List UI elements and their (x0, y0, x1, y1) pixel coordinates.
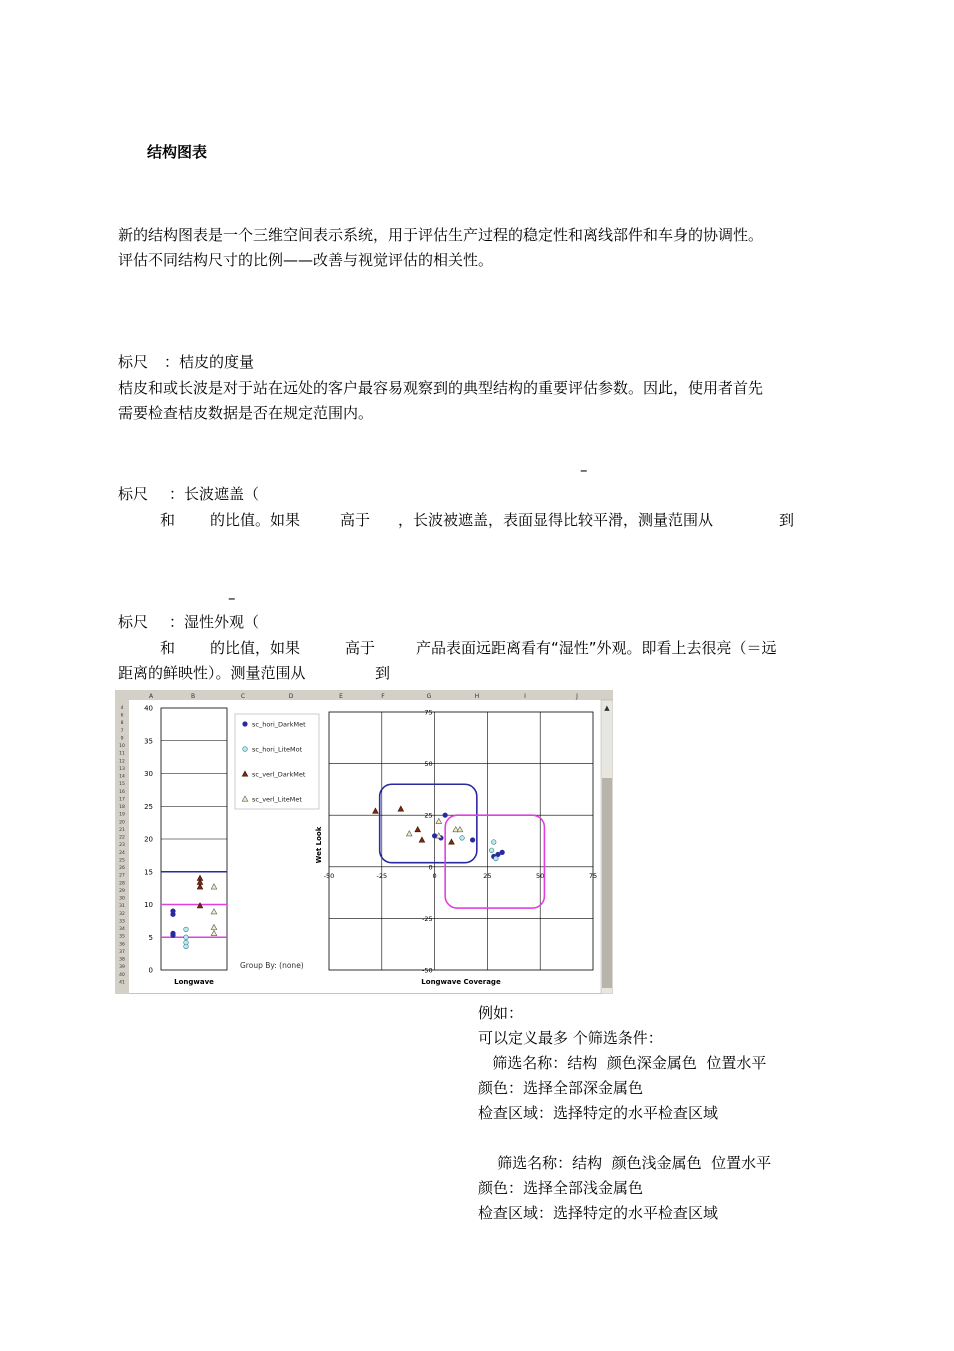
row-header-26: 26 (119, 866, 125, 872)
row-header-37: 37 (119, 949, 125, 955)
scale1-body-1: 桔皮和或长波是对于站在远处的客户最容易观察到的典型结构的重要评估参数。因此，使用者首先 (118, 379, 764, 397)
right-xtick-label: 50 (536, 871, 545, 880)
scroll-up-icon: ▲ (604, 704, 610, 712)
row-header-10: 10 (119, 744, 125, 750)
scale1-heading-b: ：桔皮的度量 (164, 353, 255, 371)
column-header-E: E (339, 693, 343, 700)
legend-marker (243, 722, 248, 727)
scale2-part-4: ，长波被遮盖，表面显得比较平滑，测量范围从 (398, 511, 714, 529)
left-point (171, 912, 176, 917)
right-xlabel: Longwave Coverage (421, 978, 501, 986)
left-ytick-label: 35 (144, 737, 153, 746)
row-header-8: 8 (120, 721, 124, 727)
right-xtick-label: -25 (376, 871, 388, 880)
row-headers (119, 705, 125, 985)
scrollbar-track-fill (602, 778, 612, 988)
example-line-6: 筛选名称：结构 颜色浅金属色 位置水平 (478, 1154, 772, 1172)
right-point (443, 813, 448, 818)
column-header-F: F (381, 693, 385, 700)
right-xtick-label: 25 (483, 871, 492, 880)
row-header-25: 25 (119, 858, 125, 864)
scale3-heading-b: ：湿性外观（ (169, 613, 260, 631)
row-header-13: 13 (119, 767, 125, 772)
column-header-bar (115, 690, 613, 700)
left-ytick-label: 5 (148, 933, 153, 942)
row-header-19: 19 (119, 812, 125, 818)
row-header-38: 38 (119, 957, 125, 963)
right-ytick-label: 25 (424, 811, 433, 820)
legend-label: sc_verl_LiteMet (252, 795, 302, 804)
scale2-heading-a: 标尺 (118, 485, 149, 503)
example-line-5: 检查区域：选择特定的水平检查区域 (478, 1104, 719, 1122)
scale2-heading-b: ：长波遮盖（ (169, 485, 260, 503)
row-header-12: 12 (119, 759, 125, 765)
row-header-31: 31 (119, 904, 125, 910)
legend-label: sc_hori_DarkMet (252, 720, 306, 729)
right-ytick-label: -25 (421, 914, 433, 923)
column-header-G: G (426, 693, 432, 700)
left-ytick-label: 10 (144, 901, 153, 909)
row-header-9: 9 (120, 736, 124, 742)
right-ytick-label: 0 (428, 863, 433, 872)
right-point (489, 848, 494, 853)
structure-chart-screenshot (115, 690, 613, 994)
row-header-22: 22 (119, 835, 125, 841)
intro-line-2: 评估不同结构尺寸的比例——改善与视觉评估的相关性。 (118, 251, 494, 269)
right-point (460, 836, 465, 841)
row-header-24: 24 (119, 850, 125, 856)
row-header-23: 23 (119, 843, 125, 849)
row-header-11: 11 (119, 751, 125, 757)
scale3-l1-part-2: 的比值，如果 (210, 639, 301, 657)
left-point (184, 935, 189, 940)
example-line-1: 例如： (478, 1004, 524, 1022)
scale2-part-3: 高于 (340, 511, 371, 529)
left-ytick-label: 20 (144, 835, 153, 844)
right-ytick-label: -50 (421, 966, 433, 975)
left-ytick-label: 25 (144, 802, 153, 811)
scale3-l1-part-1: 和 (160, 639, 176, 657)
legend-marker (243, 747, 248, 752)
right-point (491, 840, 496, 845)
scale3-l2-part-1: 距离的鲜映性）。测量范围从 (118, 664, 306, 682)
row-header-28: 28 (119, 881, 125, 887)
page-title: 结构图表 (147, 143, 208, 161)
right-plot-area (329, 712, 593, 970)
row-header-30: 30 (119, 896, 125, 902)
right-xtick-label: 75 (588, 871, 598, 880)
row-header-36: 36 (119, 942, 125, 948)
row-header-4: 4 (120, 706, 124, 711)
row-header-14: 14 (119, 774, 125, 780)
scale3-l1-part-4: 产品表面远距离看有“湿性”外观。即看上去很亮（＝远 (416, 639, 777, 657)
row-header-17: 17 (119, 797, 125, 803)
left-point (184, 944, 189, 949)
row-header-35: 35 (119, 934, 125, 940)
row-header-16: 16 (119, 789, 125, 795)
right-xtick-label: -50 (323, 871, 335, 880)
column-header-C: C (240, 693, 246, 700)
left-ytick-label: 15 (144, 868, 153, 877)
scale3-dash: – (228, 589, 236, 607)
scale2-part-5: 到 (779, 511, 795, 529)
row-header-32: 32 (119, 911, 125, 917)
left-ytick-label: 40 (144, 704, 153, 713)
row-header-7: 7 (120, 728, 124, 734)
row-header-39: 39 (119, 965, 125, 971)
example-line-8: 检查区域：选择特定的水平检查区域 (478, 1204, 719, 1222)
group-by-label: Group By: (none) (240, 961, 304, 970)
row-header-21: 21 (119, 827, 125, 833)
intro-line-1: 新的结构图表是一个三维空间表示系统，用于评估生产过程的稳定性和离线部件和车身的协调性。 (118, 226, 764, 244)
column-header-J: J (576, 693, 578, 700)
column-header-I: I (524, 693, 526, 700)
scale2-part-1: 和 (160, 511, 176, 529)
scale3-l1-part-3: 高于 (345, 639, 376, 657)
right-ylabel: Wet Look (315, 826, 323, 864)
left-ytick-label: 30 (144, 770, 153, 778)
legend (235, 714, 319, 809)
row-header-34: 34 (119, 927, 125, 932)
row-header-15: 15 (119, 782, 125, 788)
right-plot (315, 709, 597, 987)
left-point (171, 933, 176, 938)
column-header-A: A (148, 693, 154, 700)
right-point (494, 856, 499, 861)
right-ytick-label: 75 (424, 708, 433, 717)
right-xtick-label: 0 (432, 871, 437, 880)
row-header-41: 41 (119, 980, 125, 986)
left-point (184, 927, 189, 932)
left-ytick-label: 0 (148, 966, 153, 975)
row-header-33: 33 (119, 919, 125, 925)
scale3-l2-part-2: 到 (375, 664, 391, 682)
example-line-3: 筛选名称：结构 颜色深金属色 位置水平 (478, 1054, 767, 1072)
right-point (470, 838, 475, 843)
scale2-dash: – (580, 461, 588, 479)
scale1-body-2: 需要检查桔皮数据是否在规定范围内。 (118, 404, 374, 422)
scale2-part-2: 的比值。如果 (210, 511, 301, 529)
example-line-2: 可以定义最多 个筛选条件： (478, 1029, 663, 1047)
scale1-heading-a: 标尺 (118, 353, 149, 371)
legend-label: sc_hori_LiteMot (252, 745, 303, 754)
row-header-20: 20 (119, 820, 125, 826)
row-header-18: 18 (119, 805, 125, 811)
row-header-6: 6 (120, 713, 124, 719)
legend-label: sc_verl_DarkMet (252, 770, 306, 779)
scale3-heading-a: 标尺 (118, 613, 149, 631)
right-ytick-label: 50 (424, 760, 433, 769)
example-line-4: 颜色：选择全部深金属色 (478, 1079, 644, 1097)
right-point (500, 850, 505, 855)
row-header-40: 40 (119, 972, 125, 978)
column-header-D: D (288, 693, 294, 700)
column-header-H: H (474, 693, 480, 700)
row-header-29: 29 (119, 888, 125, 894)
left-xlabel: Longwave (174, 978, 214, 986)
example-line-7: 颜色：选择全部浅金属色 (478, 1179, 644, 1197)
row-header-27: 27 (119, 873, 125, 879)
column-header-B: B (190, 693, 196, 700)
